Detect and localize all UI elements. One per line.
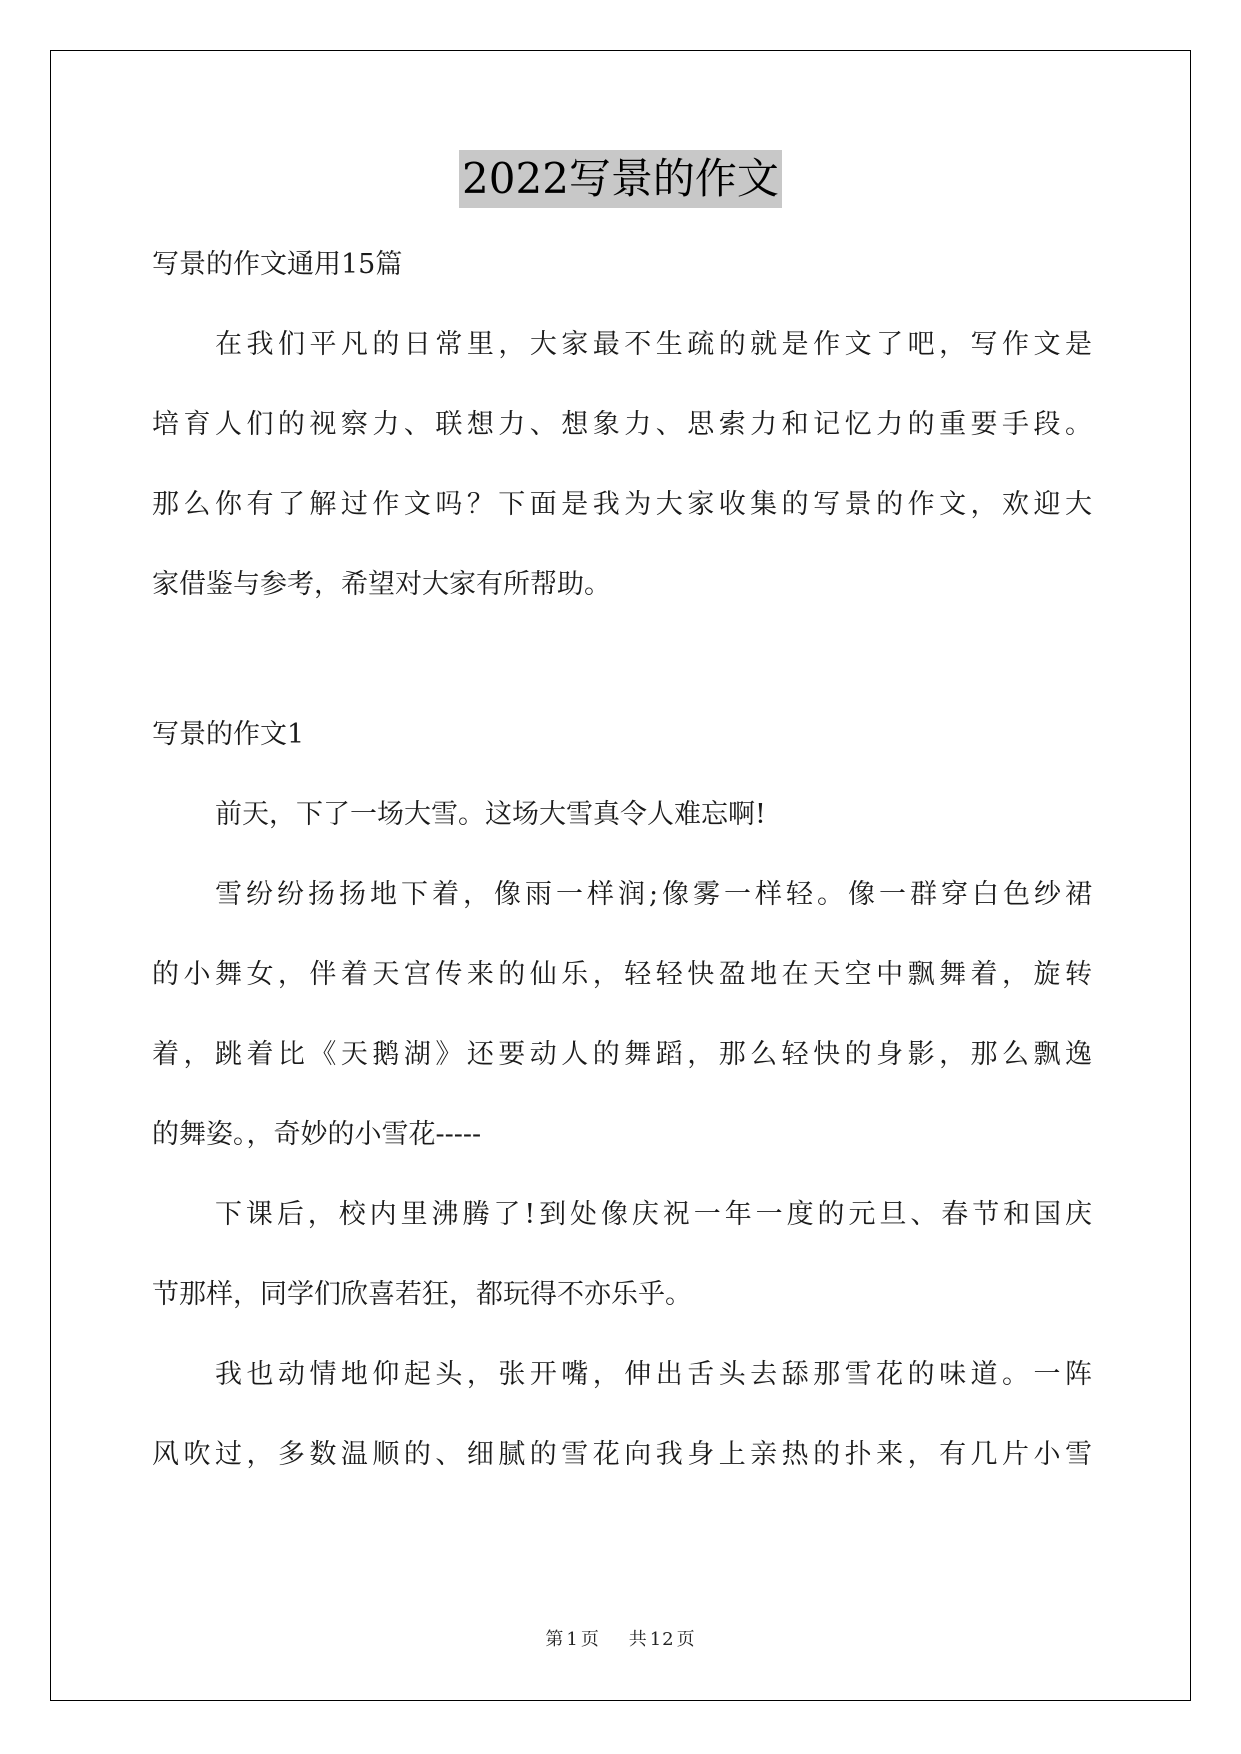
intro-line: 在我们平凡的日常里，大家最不生疏的就是作文了吧，写作文是	[215, 329, 1092, 360]
footer-page-number: 1	[566, 1629, 579, 1650]
footer-total-prefix: 共	[628, 1629, 648, 1650]
paragraph-line: 前天，下了一场大雪。这场大雪真令人难忘啊!	[215, 799, 766, 830]
document-title: 2022写景的作文	[459, 150, 782, 208]
title-container	[0, 150, 1241, 208]
intro-line: 培育人们的视察力、联想力、想象力、思索力和记忆力的重要手段。	[152, 409, 1092, 440]
page-footer	[0, 1625, 1241, 1651]
footer-page-suffix: 页	[580, 1629, 600, 1650]
intro-line: 那么你有了解过作文吗？下面是我为大家收集的写景的作文，欢迎大	[152, 489, 1092, 520]
paragraph-line: 的小舞女，伴着天宫传来的仙乐，轻轻快盈地在天空中飘舞着，旋转	[152, 959, 1092, 990]
document-body	[152, 225, 1092, 1495]
paragraph-line: 节那样，同学们欣喜若狂，都玩得不亦乐乎。	[152, 1279, 692, 1310]
footer-total-pages: 12	[649, 1629, 675, 1650]
paragraph-line: 风吹过，多数温顺的、细腻的雪花向我身上亲热的扑来，有几片小雪	[152, 1439, 1092, 1470]
document-subtitle: 写景的作文通用15篇	[152, 249, 403, 280]
paragraph-line: 着，跳着比《天鹅湖》还要动人的舞蹈，那么轻快的身影，那么飘逸	[152, 1039, 1092, 1070]
section-heading: 写景的作文1	[152, 719, 305, 750]
paragraph-line: 我也动情地仰起头，张开嘴，伸出舌头去舔那雪花的味道。一阵	[215, 1359, 1092, 1390]
paragraph-line: 的舞姿。，奇妙的小雪花-----	[152, 1119, 482, 1150]
section-gap	[152, 625, 1092, 695]
paragraph-line: 下课后，校内里沸腾了!到处像庆祝一年一度的元旦、春节和国庆	[215, 1199, 1092, 1230]
paragraph-line: 雪纷纷扬扬地下着，像雨一样润;像雾一样轻。像一群穿白色纱裙	[215, 879, 1092, 910]
footer-page-prefix: 第	[545, 1629, 565, 1650]
intro-line: 家借鉴与参考，希望对大家有所帮助。	[152, 569, 611, 600]
footer-total-suffix: 页	[676, 1629, 696, 1650]
